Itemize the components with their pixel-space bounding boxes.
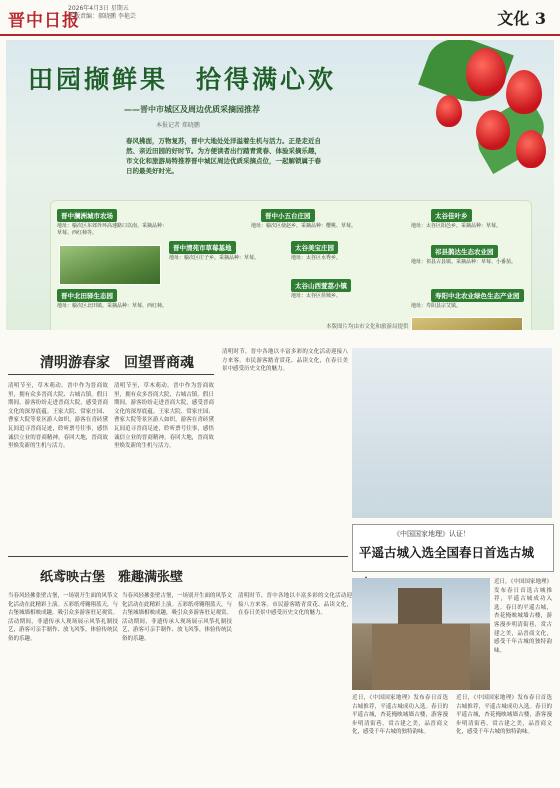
- left-article-body: 清明节至，草木萌动。晋中作为晋商故里，拥有众多晋商大院、古城古镇。假日期间，游客纷纷走进晋商大院，感受晋商文化的深厚底蕴。王家大院、常家庄园、曹家大院等景区游人如织，游客在青砖黛瓦间追寻晋商足迹，聆听票号往事，感悟诚信立业的晋商精神。春回大地，晋商故里焕发新的生机与活力。: [8, 383, 108, 450]
- spot-tag: 太谷山西萱荔小镇: [291, 279, 351, 292]
- hero-byline: 本报记者 郑晓鹏: [156, 122, 200, 129]
- hero-headline: 田园撷鲜果 拾得满心欢: [28, 65, 337, 94]
- mid-article-body: 当春风轻拂张壁古堡，一场别开生面的风筝文化活动在此精彩上演。五彩纸鸢翱翔蓝天，与古堡城墙相映成趣，吸引众多游客驻足观赏。活动期间，非遗传承人现场展示风筝扎制技艺，游客可亲手制作、放飞风筝，体验传统民俗的乐趣。: [8, 593, 118, 642]
- spot-tag: 晋中小五台庄园: [261, 209, 315, 222]
- spot-text: 地址：榆次区庄子乡。采摘品种：草莓。: [169, 255, 260, 261]
- hero-intro: 春风拂面，万物复苏，晋中大地处处洋溢着生机与活力。正是走近自然、亲近田园的好时节。为方便读者出行踏青赏春、体验采摘乐趣，市文化和旅游局特推荐晋中城区周边优质采摘点位，一起解锁属于春日的最美好时光。: [126, 137, 321, 175]
- masthead-meta: [68, 5, 136, 21]
- spot-text: 地址：太谷区侯城乡。: [291, 293, 342, 299]
- masthead: [0, 0, 560, 36]
- left-article-title: 清明游春家 回望晋商魂: [40, 355, 194, 371]
- spot-photo: [59, 245, 161, 285]
- center-article-body: 清明时节，晋中各地以丰富多彩的文化活动迎接八方来客。市民游客踏青赏花、品读文化，在春日美景中感受历史文化的魅力。: [222, 349, 348, 373]
- spot-tag: 寿阳中北农业绿色生态产业园: [431, 289, 524, 302]
- spot-text: 地址：榆次区东郊外环高速路口以南。采摘品种：草莓、西红柿等。: [57, 223, 168, 236]
- spot-tag: 晋中北田驿生态园: [57, 289, 117, 302]
- right-article-body: 近日，《中国国家地理》发布春日首选古城推荐，平遥古城成功入选。春日的平遥古城，杏花掩映城墙古楼，游客漫步明清街巷，赏古建之美，品晋商文化，感受千年古城的独特韵味。: [494, 579, 552, 654]
- strawberry-image: [466, 48, 506, 96]
- left-article-body-col2: 清明节至，草木萌动。晋中作为晋商故里，拥有众多晋商大院、古城古镇。假日期间，游客纷纷走进晋商大院，感受晋商文化的深厚底蕴。王家大院、常家庄园、曹家大院等景区游人如织，游客在青砖黛瓦间追寻晋商足迹，聆听票号往事，感悟诚信立业的晋商精神。春回大地，晋商故里焕发新的生机与活力。: [114, 383, 214, 450]
- photo-credit: 本版图片均由市文化和旅游局提供: [326, 324, 409, 330]
- section-title: 文化 3: [497, 9, 546, 28]
- right-top-image: [352, 348, 552, 518]
- gate-tower-photo: [352, 578, 490, 690]
- spot-photo: [411, 317, 523, 330]
- spot-tag: 祁县鹊达生态农业园: [431, 245, 498, 258]
- spots-map: [50, 200, 532, 330]
- hero-subhead: ——晋中市城区及周边优质采摘园推荐: [124, 105, 260, 114]
- notice-text: 《中国国家地理》认证！: [393, 530, 470, 538]
- right-article-title: 平遥古城入选全国春日首选古城: [359, 545, 535, 560]
- divider: [8, 556, 348, 557]
- spot-tag: 晋中澜洲城市农场: [57, 209, 117, 222]
- center-article-body-col2: 清明时节，晋中各地以丰富多彩的文化活动迎接八方来客。市民游客踏青赏花、品读文化，在春日美景中感受历史文化的魅力。: [238, 593, 352, 617]
- spot-text: 地址：太谷区阳邑乡。采摘品种：草莓。: [411, 223, 502, 229]
- mid-article-body-col2: 当春风轻拂张壁古堡，一场别开生面的风筝文化活动在此精彩上演。五彩纸鸢翱翔蓝天，与古堡城墙相映成趣，吸引众多游客驻足观赏。活动期间，非遗传承人现场展示风筝扎制技艺，游客可亲手制作、放飞风筝，体验传统民俗的乐趣。: [122, 593, 232, 642]
- spot-tag: 晋中清苑市草莓基地: [169, 241, 236, 254]
- spot-tag: 太谷佳叶乡: [431, 209, 472, 222]
- spot-text: 地址：祁县古县镇。采摘品种：草莓、小番茄。: [411, 259, 517, 265]
- issue-date: 2026年4月3日 星期五: [68, 5, 129, 12]
- spot-text: 地址：榆次区北田镇。采摘品种：草莓、西红柿。: [57, 303, 168, 309]
- spot-text: 地址：寿阳县宗艾镇。: [411, 303, 462, 309]
- tower-roof: [398, 588, 442, 624]
- newspaper-logo: 晋中日报: [8, 11, 80, 31]
- right-article-body-col3: 近日，《中国国家地理》发布春日首选古城推荐，平遥古城成功入选。春日的平遥古城，杏花掩映城墙古楼，游客漫步明清街巷，赏古建之美，品晋商文化，感受千年古城的独特韵味。: [456, 695, 552, 736]
- editor-info: 本版责编：郝晓鹏 李艳芸: [68, 13, 136, 20]
- strawberry-image: [436, 95, 462, 127]
- spot-tag: 太谷美宝庄园: [291, 241, 338, 254]
- tower-wall: [372, 624, 470, 690]
- right-article-body-col2: 近日，《中国国家地理》发布春日首选古城推荐，平遥古城成功入选。春日的平遥古城，杏花掩映城墙古楼，游客漫步明清街巷，赏古建之美，品晋商文化，感受千年古城的独特韵味。: [352, 695, 448, 736]
- strawberry-image: [506, 70, 542, 114]
- mid-article-title: 纸鸢映古堡 雅趣满张壁: [40, 570, 184, 585]
- spot-text: 地址：榆次区使赵乡。采摘品种：樱桃、草莓。: [251, 223, 357, 229]
- hero-banner: [6, 40, 554, 330]
- strawberry-image: [476, 110, 510, 150]
- spot-text: 地址：太谷区水秀乡。: [291, 255, 342, 261]
- divider: [8, 374, 214, 375]
- notice-box: [352, 524, 554, 572]
- strawberry-image: [516, 130, 546, 168]
